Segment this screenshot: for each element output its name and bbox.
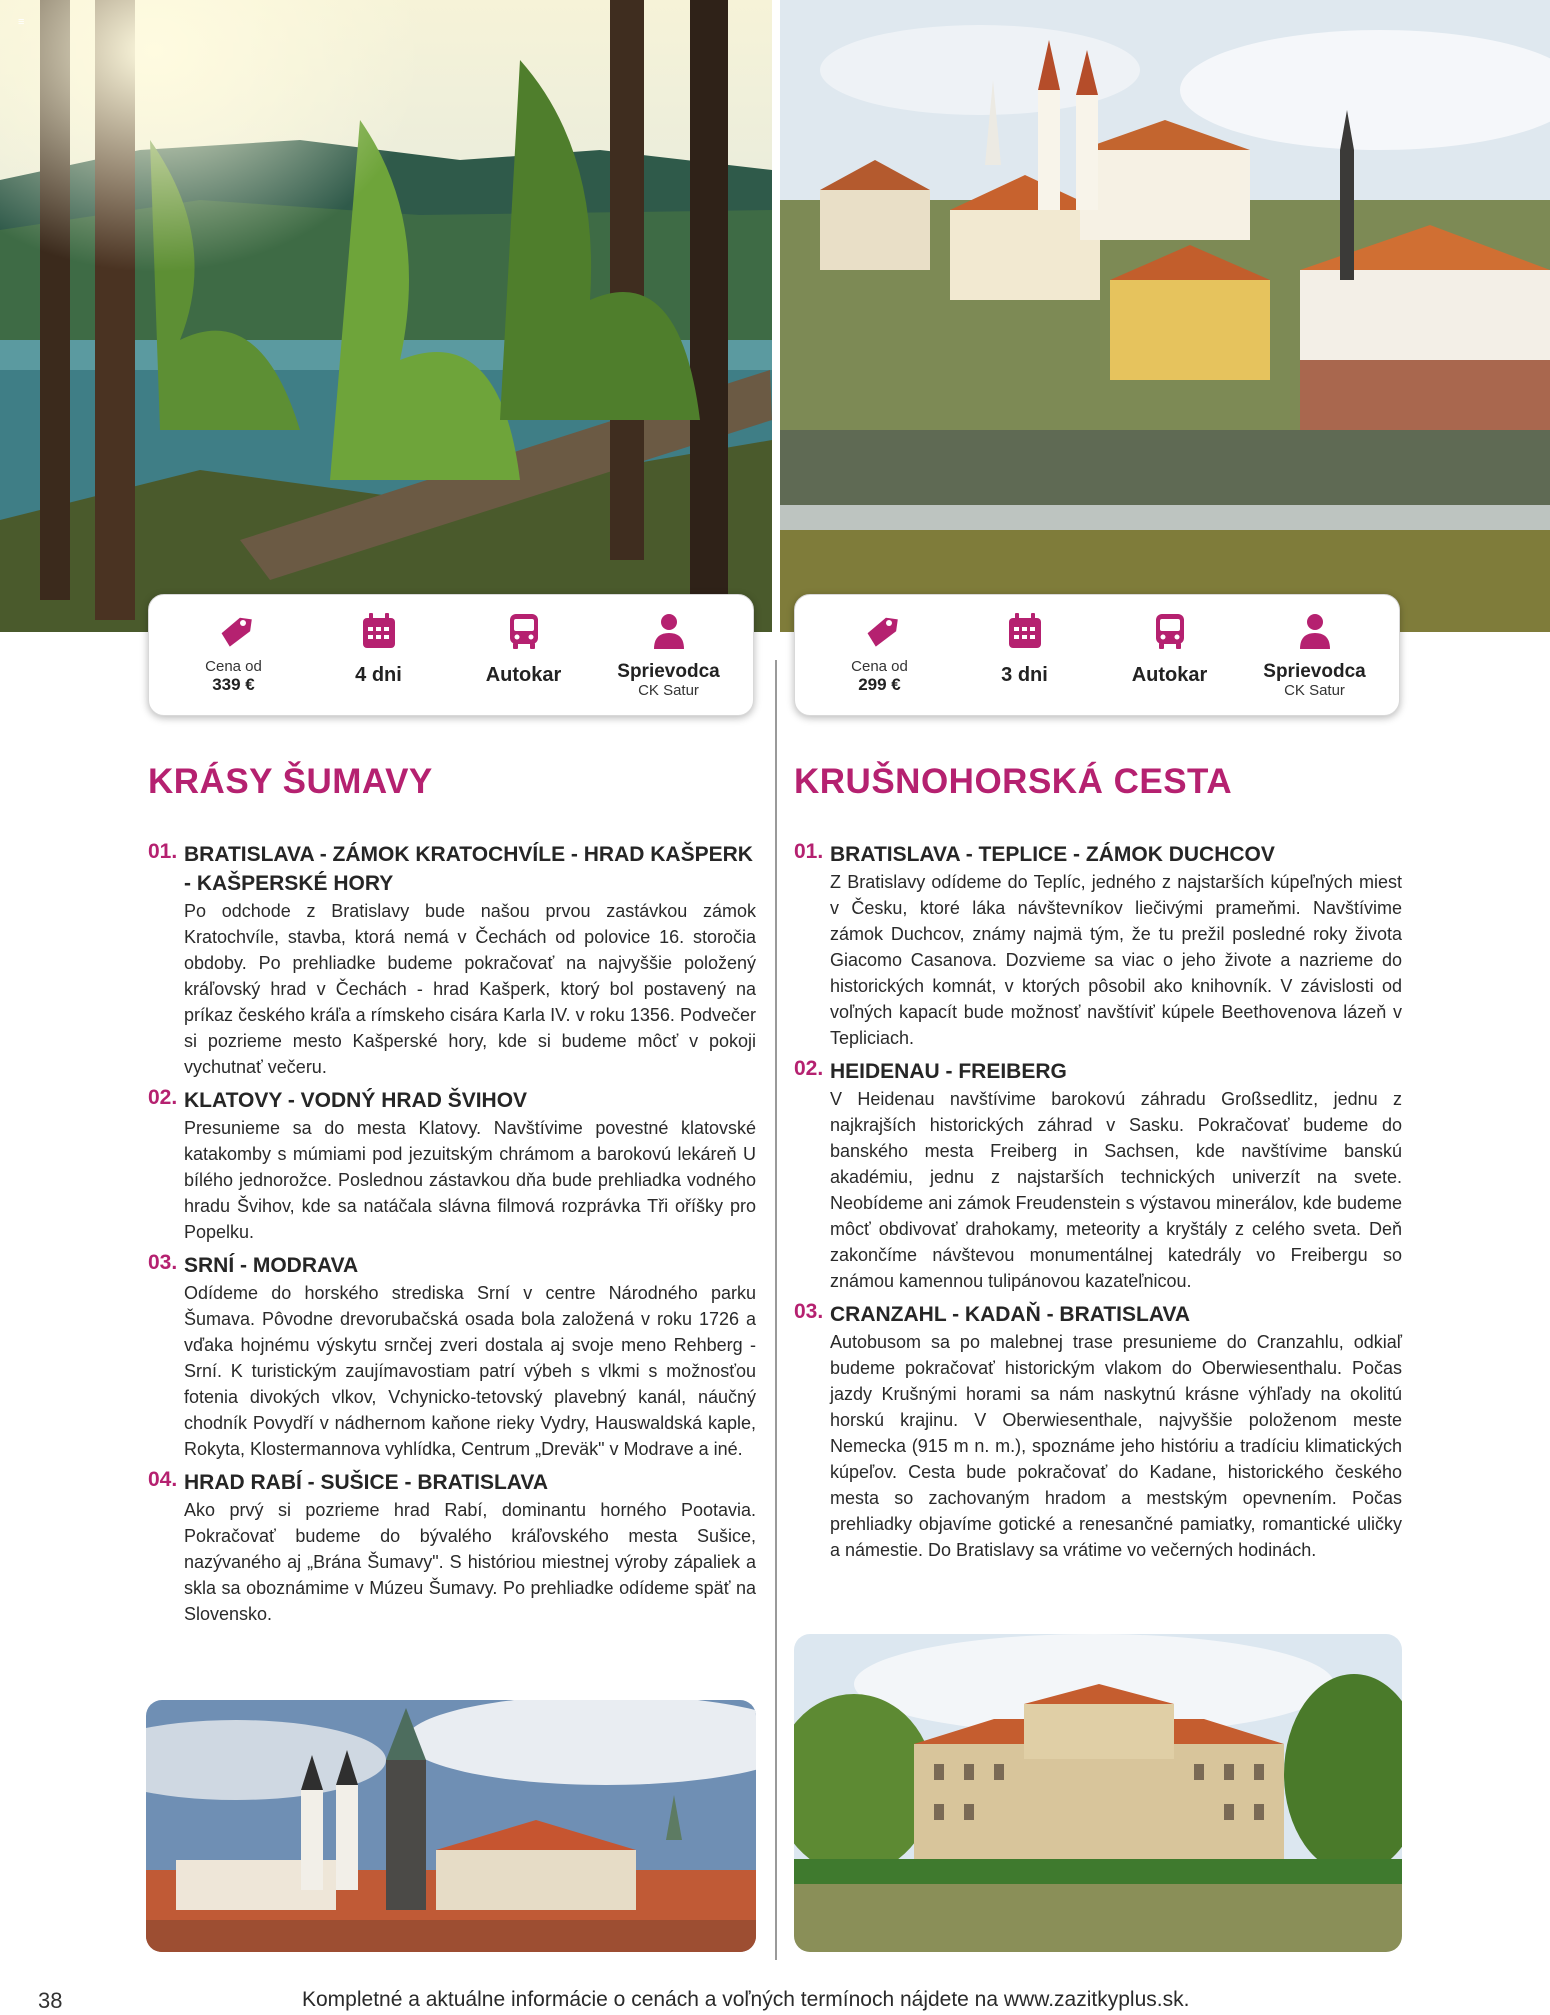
itinerary-day [148,1251,756,1462]
price-item [807,611,952,705]
bus-icon [1150,611,1190,651]
day-heading: CRANZAHL - KADAŇ - BRATISLAVA [830,1303,1191,1326]
day-description: Odídeme do horského strediska Srní v centre Národného parku Šumava. Pôvodne drevorubačská osada bola založená v roku 1726 a vďaka hojnému výskytu srnčej zveri dostala aj svoje meno Rehberg - Srní. K turistickým zaujímavostiam patrí výbeh s vlkmi s možnosťou fotenia divokých vlkov, Vchynicko-tetovský plavebný kanál, náučný chodník Povydří v nádhernom kaňone rieky Vydry, Hauswaldská kaple, Rokyta, Klostermannova vyhlídka, Centrum „Dreväk" v Modrave a iné. [184,1283,756,1459]
itinerary-right [794,840,1402,1569]
day-number: 04. [148,1468,178,1491]
guide-item [1242,611,1387,705]
guide-label: Sprievodca [1263,661,1366,682]
day-heading: SRNÍ - MODRAVA [184,1254,359,1277]
day-number: 02. [794,1057,824,1080]
itinerary-day [148,1086,756,1245]
price-item [161,611,306,705]
day-description: V Heidenau navštívime barokovú záhradu Großsedlitz, jednu z najkrajších historických záhrad v Sasku. Pokračovať budeme do banského mesta Freiberg in Sachsen, kde navštívime banskú akadémiu, jednu z najstarších technických univerzít na svete. Neobídeme ani zámok Freudenstein s výstavou minerálov, kde budeme môcť obdivovať drahokamy, meteority a kryštály z celého sveta. Deň zakončíme návštevou monumentálnej katedrály vo Freibergu so známou kamennou tulipánovou kazateľnicou. [830,1089,1402,1291]
guide-person-icon [1295,611,1335,651]
price-label: Cena od [851,658,908,675]
price-value: 339 € [212,675,255,694]
guide-sub: CK Satur [1284,682,1345,699]
day-heading: HEIDENAU - FREIBERG [830,1060,1067,1083]
trip-info-card-right [794,594,1400,716]
itinerary-day [148,840,756,1080]
price-label: Cena od [205,658,262,675]
page-number: 38 [38,1988,63,2013]
day-heading: BRATISLAVA - ZÁMOK KRATOCHVÍLE - HRAD KAŠPERK - KAŠPERSKÉ HORY [184,843,753,895]
duration-value: 4 dni [355,664,402,686]
itinerary-day [794,1057,1402,1294]
day-number: 02. [148,1086,178,1109]
duration-item [952,611,1097,705]
calendar-icon [359,611,399,651]
day-description: Po odchode z Bratislavy bude našou prvou zastávkou zámok Kratochvíle, stavba, ktorá nemá v Čechách od polovice 16. storočia obdoby. Po prehliadke budeme pokračovať na najvyššie položený kráľovský hrad v Čechách - hrad Kašperk, ktorý bol postavený na príkaz českého kráľa a rímskeho cisára Karla IV. v roku 1356. Podvečer si pozrieme mesto Kašperské hory, kde si budeme môcť v pokoji vychutnať večeru. [184,901,756,1077]
itinerary-day [148,1468,756,1627]
day-description: Presunieme sa do mesta Klatovy. Navštívime povestné klatovské katakomby s múmiami pod jezuitským chrámom a barokovú lekáreň U bílého jednorožce. Poslednou zástavkou dňa bude prehliadka vodného hradu Švihov, kde sa natáčala slávna filmová rozprávka Tři oříšky pro Popelku. [184,1118,756,1242]
trip-title-left: KRÁSY ŠUMAVY [148,762,433,801]
footer-note: Kompletné a aktuálne informácie o cenách a voľných termínoch nájdete na www.zazitkyplus.sk. [302,1988,1190,2011]
day-heading: HRAD RABÍ - SUŠICE - BRATISLAVA [184,1471,548,1494]
photo-klatovy-towers [146,1700,756,1952]
itinerary-left [148,840,756,1633]
menu-glyph: ≡ [18,16,25,28]
duration-item [306,611,451,705]
itinerary-day [794,840,1402,1051]
day-description: Ako prvý si pozrieme hrad Rabí, dominantu horného Pootavia. Pokračovať budeme do bývalého kráľovského mesta Sušice, nazývaného aj „Brána Šumavy". S históriou miestnej výroby zápaliek a skla sa oboznámime v Múzeu Šumavy. Po prehliadke odídeme späť na Slovensko. [184,1500,756,1624]
itinerary-day [794,1300,1402,1563]
day-number: 01. [148,840,178,863]
transport-item [1097,611,1242,705]
trip-info-card-left [148,594,754,716]
guide-person-icon [649,611,689,651]
day-number: 03. [148,1251,178,1274]
day-number: 03. [794,1300,824,1323]
photo-duchcov-chateau [794,1634,1402,1952]
day-heading: BRATISLAVA - TEPLICE - ZÁMOK DUCHCOV [830,843,1275,866]
transport-value: Autokar [485,664,562,686]
guide-sub: CK Satur [638,682,699,699]
guide-item [596,611,741,705]
day-number: 01. [794,840,824,863]
price-tag-icon [214,611,254,651]
price-tag-icon [860,611,900,651]
day-description: Z Bratislavy odídeme do Teplíc, jedného z najstarších kúpeľných miest v Česku, ktoré láka návštevníkov liečivými prameňmi. Navštívime zámok Duchcov, známy najmä tým, že tu prežil posledné roky života Giacomo Casanova. Dozvieme sa viac o jeho živote a nazrieme do historických komnát, v ktorých pôsobil ako knihovník. V závislosti od voľných kapacít bude možnosť navštíviť kúpele Beethovenova lázeň v Tepliciach. [830,872,1402,1048]
column-divider [775,660,777,1960]
price-value: 299 € [858,675,901,694]
guide-label: Sprievodca [617,661,720,682]
calendar-icon [1005,611,1045,651]
photo-town-church [780,0,1550,632]
bus-icon [504,611,544,651]
duration-value: 3 dni [1001,664,1048,686]
transport-value: Autokar [1131,664,1208,686]
trip-title-right: KRUŠNOHORSKÁ CESTA [794,762,1233,801]
day-description: Autobusom sa po malebnej trase presunieme do Cranzahlu, odkiaľ budeme pokračovať historickým vlakom do Oberwiesenthalu. Počas jazdy Krušnými horami sa nám naskytnú krásne výhľady na okolitú horskú krajinu. V Oberwiesenthale, najvyššie položenom meste Nemecka (915 m n. m.), spoznáme jeho históriu a tradíciu klimatických kúpeľov. Cesta bude pokračovať do Kadane, historického českého mesta so zachovaným hradom a mestským opevnením. Počas prehliadky objavíme gotické a renesančné pamiatky, romantické uličky a námestie. Do Bratislavy sa vrátime vo večerných hodinách. [830,1332,1402,1560]
day-heading: KLATOVY - VODNÝ HRAD ŠVIHOV [184,1089,528,1112]
transport-item [451,611,596,705]
photo-forest-lake [0,0,772,632]
